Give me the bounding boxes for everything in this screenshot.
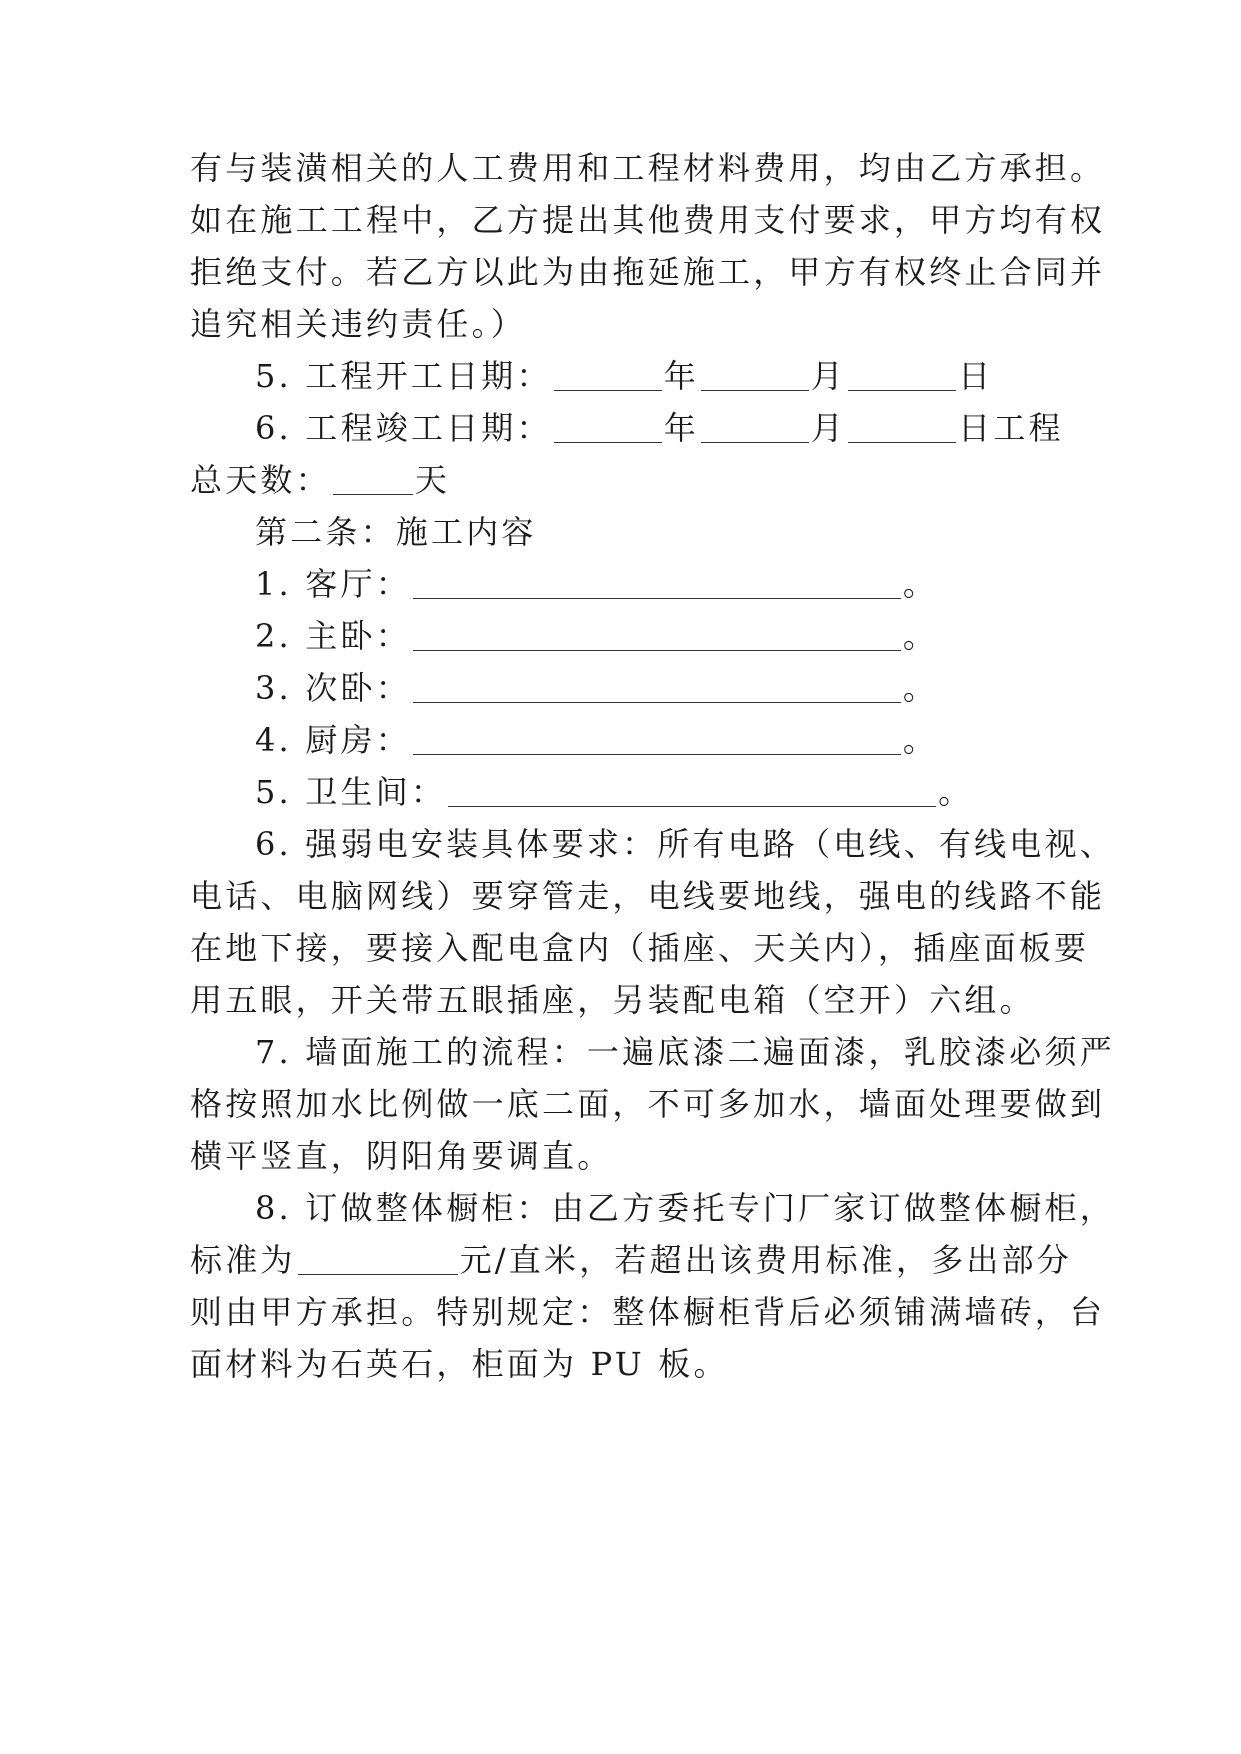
price-text: 元/直米，若超出该费用标准，多出部分 bbox=[459, 1241, 1072, 1279]
text-line: 追究相关违约责任。） bbox=[190, 305, 527, 343]
total-days-unit: 天 bbox=[414, 461, 451, 499]
text-line: 面材料为石英石，柜面为 PU 板。 bbox=[190, 1345, 729, 1383]
total-days-blank[interactable] bbox=[333, 464, 413, 495]
price-line bbox=[190, 1240, 1070, 1280]
text-line: 有与装潢相关的人工费用和工程材料费用，均由乙方承担。 bbox=[190, 149, 1106, 187]
period: 。 bbox=[902, 721, 939, 759]
room-blank[interactable] bbox=[413, 724, 901, 755]
room-label: 4. 厨房： bbox=[255, 721, 411, 759]
room-blank[interactable] bbox=[413, 620, 901, 651]
room-blank[interactable] bbox=[448, 776, 936, 807]
text-line: 如在施工工程中，乙方提出其他费用支付要求，甲方均有权 bbox=[190, 201, 1106, 239]
text-line: 6. 强弱电安装具体要求：所有电路（电线、有线电视、 bbox=[255, 825, 1115, 863]
room-line-bathroom bbox=[255, 772, 1070, 812]
end-day-label: 日工程 bbox=[958, 409, 1064, 447]
end-day-blank[interactable] bbox=[848, 412, 956, 443]
text-line: 电话、电脑网线）要穿管走，电线要地线，强电的线路不能 bbox=[190, 877, 1106, 915]
period: 。 bbox=[902, 565, 939, 603]
room-line-master bbox=[255, 616, 1070, 656]
price-blank[interactable] bbox=[298, 1244, 458, 1275]
end-year-label: 年 bbox=[663, 409, 699, 447]
room-label: 2. 主卧： bbox=[255, 617, 411, 655]
room-blank[interactable] bbox=[413, 672, 901, 703]
room-label: 5. 卫生间： bbox=[255, 773, 447, 811]
text-line: 格按照加水比例做一底二面，不可多加水，墙面处理要做到 bbox=[190, 1085, 1106, 1123]
end-month-blank[interactable] bbox=[701, 412, 809, 443]
start-year-blank[interactable] bbox=[554, 360, 662, 391]
room-line-kitchen bbox=[255, 720, 1070, 760]
start-year-label: 年 bbox=[663, 357, 699, 395]
room-label: 3. 次卧： bbox=[255, 669, 411, 707]
start-day-label: 日 bbox=[958, 357, 994, 395]
text-line: 则由甲方承担。特别规定：整体橱柜背后必须铺满墙砖，台 bbox=[190, 1293, 1106, 1331]
text-line: 拒绝支付。若乙方以此为由拖延施工，甲方有权终止合同并 bbox=[190, 253, 1106, 291]
start-date-label: 5. 工程开工日期： bbox=[255, 357, 552, 395]
room-blank[interactable] bbox=[413, 568, 901, 599]
text-line: 用五眼，开关带五眼插座，另装配电箱（空开）六组。 bbox=[190, 981, 1035, 1019]
price-label: 标准为 bbox=[190, 1241, 296, 1279]
period: 。 bbox=[902, 669, 939, 707]
room-line-second bbox=[255, 668, 1070, 708]
start-date-line bbox=[255, 356, 1070, 396]
text-line: 横平竖直，阴阳角要调直。 bbox=[190, 1137, 613, 1175]
end-date-label: 6. 工程竣工日期： bbox=[255, 409, 552, 447]
room-label: 1. 客厅： bbox=[255, 565, 411, 603]
start-month-blank[interactable] bbox=[701, 360, 809, 391]
end-month-label: 月 bbox=[810, 409, 847, 447]
section-heading: 第二条：施工内容 bbox=[255, 513, 537, 551]
text-line: 7. 墙面施工的流程：一遍底漆二遍面漆，乳胶漆必须严 bbox=[255, 1033, 1115, 1071]
start-day-blank[interactable] bbox=[848, 360, 956, 391]
period: 。 bbox=[902, 617, 939, 655]
room-line-living bbox=[255, 564, 1070, 604]
total-days-line bbox=[190, 460, 1070, 500]
total-days-label: 总天数： bbox=[190, 461, 331, 499]
end-year-blank[interactable] bbox=[554, 412, 662, 443]
end-date-line bbox=[255, 408, 1070, 448]
text-line: 8. 订做整体橱柜：由乙方委托专门厂家订做整体橱柜， bbox=[255, 1189, 1115, 1227]
text-line: 在地下接，要接入配电盒内（插座、天关内），插座面板要 bbox=[190, 929, 1090, 967]
start-month-label: 月 bbox=[810, 357, 847, 395]
period: 。 bbox=[938, 773, 974, 811]
